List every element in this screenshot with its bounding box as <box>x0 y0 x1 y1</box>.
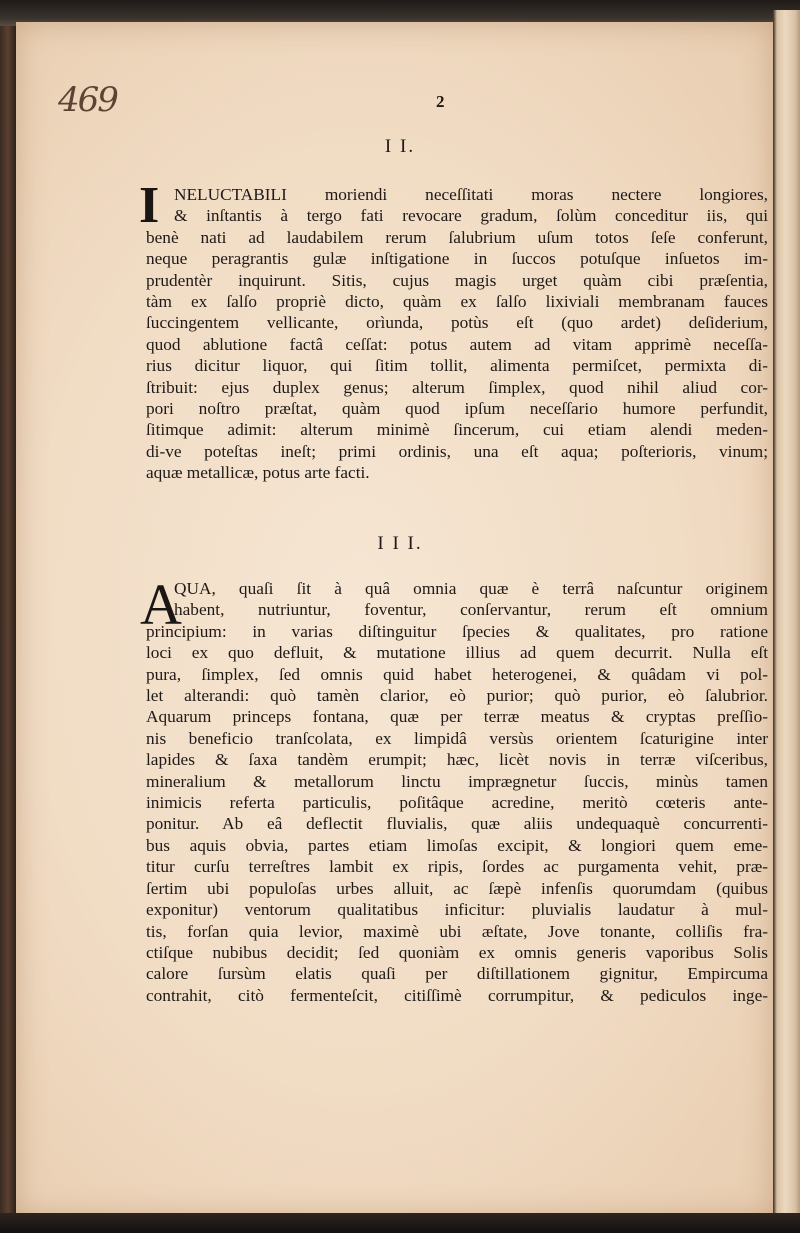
section-heading-2: I I. <box>384 136 416 157</box>
text-line: ſertim ubi populoſas urbes alluit, ac ſæpè infenſis quorumdam (quibus <box>146 878 768 898</box>
text-line: nis beneficio tranſcolata, ex limpidâ versùs orientem ſcaturigine inter <box>146 728 768 748</box>
book-fore-edge <box>773 10 800 1220</box>
text-line: rius dicitur liquor, qui ſitim tollit, alimenta permiſcet, permixta di- <box>146 356 768 376</box>
section-3-body <box>146 578 768 1006</box>
drop-cap-a: A <box>140 572 182 637</box>
text-line: loci ex quo defluit, & mutatione illius ad quem decurrit. Nulla eſt <box>146 643 768 663</box>
text-line: QUA, quaſi ſit à quâ omnia quæ è terrâ naſcuntur originem <box>174 579 768 598</box>
section-2-body <box>146 184 768 484</box>
text-line: & inſtantis à tergo fati revocare gradum, ſolùm conceditur iis, qui <box>174 206 768 226</box>
text-line: tàm ex ſalſo propriè dicto, quàm ex ſalſo lixiviali membranam fauces <box>146 292 768 312</box>
text-line: pura, ſimplex, ſed omnis quid habet heterogenei, & quâdam vi pol- <box>146 664 768 684</box>
drop-cap-i: I <box>139 177 160 234</box>
text-line: let alterandi: quò tamèn clarior, eò purior; quò purior, eò ſalubrior. <box>146 686 768 706</box>
text-line: inimicis referta particulis, poſitâque acredine, meritò cœteris ante- <box>146 793 768 813</box>
text-line: prudentèr inquirunt. Sitis, cujus magis urget quàm cibi præſentia, <box>146 270 768 290</box>
text-line: calore ſursùm elatis quaſi per diſtillationem gignitur, Empircuma <box>146 964 768 984</box>
text-line: di-ve poteſtas ineſt; primi ordinis, una eſt aqua; poſterioris, vinum; <box>146 441 768 461</box>
text-line: exponitur) ventorum qualitatibus inficitur: pluvialis laudatur à mul- <box>146 900 768 920</box>
text-line: neque peragrantis gulæ inſtigatione in ſuccos potuſque inſuetos im- <box>146 249 768 269</box>
text-line: habent, nutriuntur, foventur, conſervantur, rerum eſt omnium <box>174 600 768 620</box>
signature-mark: 2 <box>436 92 445 111</box>
text-line: Aquarum princeps fontana, quæ per terræ meatus & cryptas preſſio- <box>146 707 768 727</box>
text-line: ponitur. Ab eâ deflectit fluvialis, quæ aliis undequaquè concurrenti- <box>146 814 768 834</box>
text-line: benè nati ad laudabilem rerum ſalubrium uſum totos ſeſe conferunt, <box>146 227 768 247</box>
text-line: ſuccingentem vellicante, orìunda, potùs eſt (quo ardet) deſiderium, <box>146 313 768 333</box>
text-line: contrahit, citò fermenteſcit, citiſſimè corrumpitur, & pediculos inge- <box>146 985 768 1005</box>
text-line: ſtribuit: ejus duplex genus; alterum ſimplex, quod nihil aliud cor- <box>146 377 768 397</box>
handwritten-page-number: 469 <box>58 80 117 120</box>
text-line: ctiſque nubibus decidit; ſed quoniàm ex omnis generis vaporibus Solis <box>146 942 768 962</box>
text-line: ſitimque adimit: alterum minimè ſincerum, cui etiam alendi meden- <box>146 420 768 440</box>
text-line: mineralium & metallorum linctu imprægnetur ſuccis, minùs tamen <box>146 771 768 791</box>
text-line: lapides & ſaxa tandèm erumpit; hæc, licèt novis in terræ viſceribus, <box>146 750 768 770</box>
section-heading-3: I I I. <box>377 533 423 554</box>
text-line: titur curſu terreſtres lambit ex ripis, ſordes ac purgamenta vehit, præ- <box>146 857 768 877</box>
text-line: quod ablutione factâ ceſſat: potus autem ad vitam apprimè neceſſa- <box>146 334 768 354</box>
text-line: bus aquis obvia, partes etiam limoſas excipit, & longiori quem eme- <box>146 835 768 855</box>
text-line: NELUCTABILI moriendi neceſſitati moras nectere longiores, <box>174 185 768 204</box>
text-line: principium: in varias diſtinguitur ſpecies & qualitates, pro ratione <box>146 621 768 641</box>
text-line: tis, forſan quia levior, maximè ubi æſtate, Jove tonante, colliſis fra- <box>146 921 768 941</box>
bottom-scan-border <box>0 1213 800 1233</box>
text-line: aquæ metallicæ, potus arte facti. <box>146 463 370 483</box>
text-line: pori noſtro præſtat, quàm quod ipſum neceſſario humore perfundit, <box>146 399 768 419</box>
